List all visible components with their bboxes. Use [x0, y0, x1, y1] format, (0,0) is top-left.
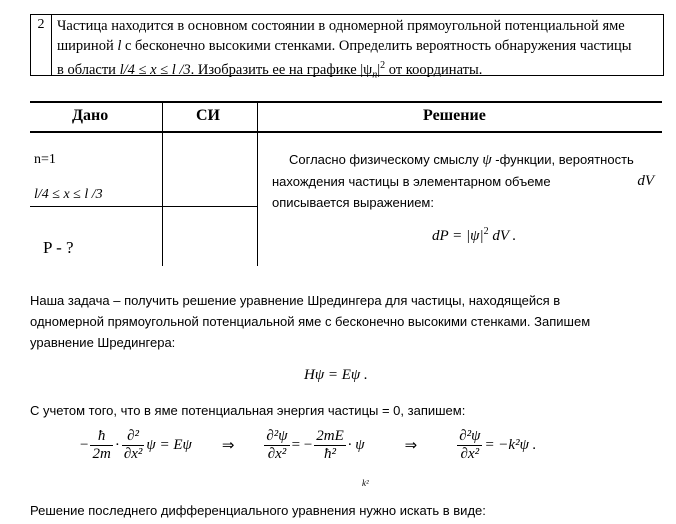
problem-range: l/4 ≤ x ≤ l /3: [119, 61, 191, 78]
para-2-line-1: Наша задача – получить решение уравнение Шредингера для частицы, находящейся в: [30, 293, 561, 308]
formula-sup: 2: [483, 226, 489, 237]
psi-eq: ψ = Eψ: [146, 437, 192, 453]
frac-den: ∂x²: [123, 446, 143, 462]
formula-schrodinger: Hψ = Eψ .: [304, 367, 368, 383]
frac-den: ∂x²: [460, 446, 480, 462]
problem-statement: [57, 16, 637, 86]
problem-box: [30, 14, 664, 81]
column-divider-2: [257, 101, 258, 266]
frac-den: ∂x²: [267, 446, 287, 462]
problem-var-l: l: [117, 38, 122, 54]
frac-den: ħ²: [324, 446, 337, 462]
table-top-rule: [30, 101, 662, 103]
header-solution: Решение: [423, 107, 486, 124]
para-2-line-3: уравнение Шредингера:: [30, 335, 176, 350]
problem-sup-2: 2: [380, 60, 386, 71]
implies-arrow-2: ⇒: [404, 438, 418, 454]
implies-arrow-1: ⇒: [221, 438, 235, 454]
text-part: Согласно физическому смыслу: [289, 152, 483, 167]
psi-symbol: ψ: [482, 152, 492, 168]
given-find: P - ?: [43, 238, 74, 257]
k-squared-label: k²: [362, 478, 369, 488]
frac-num: ∂²ψ: [266, 428, 288, 444]
problem-line-1: Частица находится в основном состоянии в одномерной прямоугольной потенциальной яме: [57, 18, 625, 34]
problem-text-part: с бесконечно высокими стенками. Определить вероятность обнаружения частицы: [121, 38, 632, 54]
fraction-d2-dx2: [122, 428, 145, 463]
solution-para-1-line-2: [272, 171, 662, 192]
frac-num: ∂²ψ: [459, 428, 481, 444]
frac-num: ∂²: [122, 428, 145, 446]
minus-sign: −: [80, 437, 89, 453]
problem-number: 2: [31, 15, 52, 75]
frac-num: 2mE: [316, 428, 344, 444]
dv-symbol: dV: [637, 173, 654, 189]
equation-rhs: = −k²ψ .: [484, 437, 537, 453]
frac-den: 2m: [92, 446, 111, 462]
solution-para-1-line-3: описывается выражением:: [272, 195, 434, 210]
header-given: Дано: [72, 107, 109, 124]
problem-line-3: [57, 56, 637, 86]
text-part: нахождения частицы в элементарном объеме: [272, 174, 551, 189]
solution-para-4: Решение последнего дифференциального уравнения нужно искать в виде:: [30, 503, 486, 518]
solution-para-1-line-1: [272, 149, 662, 171]
problem-text-part: . Изобразить ее на графике |ψ: [190, 61, 373, 78]
solution-para-2: [30, 290, 662, 353]
dot-psi: · ψ: [347, 437, 365, 453]
fraction-d2psi-dx2-2: [457, 428, 482, 463]
formula-text: dV .: [488, 228, 517, 244]
fraction-hbar-2m: [90, 428, 112, 463]
column-divider-1: [162, 101, 163, 266]
solution-para-3: С учетом того, что в яме потенциальная энергия частицы = 0, запишем:: [30, 403, 466, 418]
fraction-2mE: [314, 428, 346, 463]
para-2-line-2: одномерной прямоугольной потенциальной яме с бесконечно высокими стенками. Запишем: [30, 314, 591, 329]
text-part: -функции, вероятность: [491, 152, 634, 167]
problem-text-part: |: [377, 61, 381, 78]
problem-text-part: от координаты.: [385, 61, 483, 78]
solution-para-1: [272, 149, 662, 213]
formula-dp: [432, 226, 516, 245]
formula-text: dP = |ψ|: [432, 228, 484, 244]
frac-num: ħ: [90, 428, 112, 446]
equals-minus: = −: [291, 437, 313, 453]
problem-text-part: в области: [57, 61, 120, 78]
problem-sub-n: n: [372, 69, 378, 81]
header-si: СИ: [196, 107, 220, 124]
problem-line-2: [57, 36, 637, 56]
equation-row: − $\frac{ħ}{2m}$ · $\frac{\text{∂²}}{\text{∂x²}}$ ψ = Eψ ⇒ $\frac{\text{∂²ψ}}{\text{∂x²}}$ = − $\frac{2mE}{\text{ħ²}}$ · ψ ⇒ $\frac{\text{∂²ψ}}{\text{∂x²}}$ = −k²ψ .: [80, 428, 537, 462]
problem-text-part: шириной: [57, 38, 118, 54]
given-range: l/4 ≤ x ≤ l /3: [34, 187, 103, 202]
given-rule: [30, 206, 258, 207]
given-n: n=1: [34, 152, 56, 167]
table-header-rule: [30, 131, 662, 133]
fraction-d2psi-dx2: [264, 428, 289, 463]
